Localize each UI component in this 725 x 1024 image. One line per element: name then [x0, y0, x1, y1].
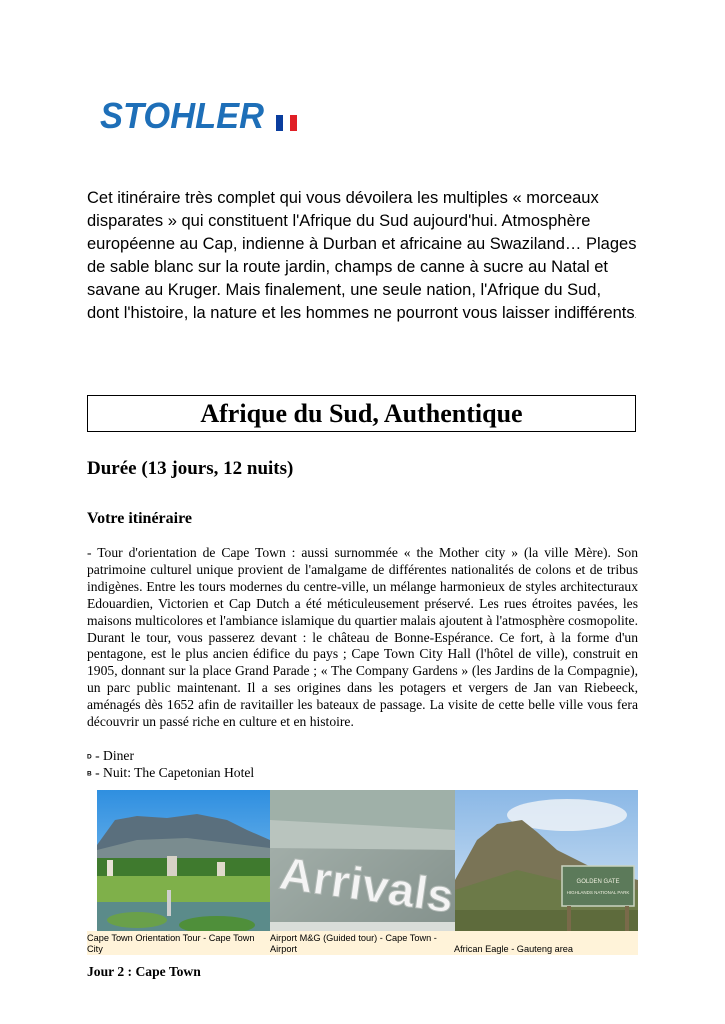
caption-cape-town-city: Cape Town Orientation Tour - Cape Town City: [87, 933, 255, 954]
photo-strip: [97, 790, 638, 942]
intro-end-mark: .: [634, 313, 637, 320]
tour-title: Afrique du Sud, Authentique: [87, 395, 636, 432]
photo-cape-town-city: [97, 790, 270, 942]
park-sign-line-1: GOLDEN GATE: [576, 879, 620, 885]
day2-heading: Jour 2 : Cape Town: [87, 964, 201, 979]
stohler-logo: [100, 98, 300, 134]
caption-airport: Airport M&G (Guided tour) - Cape Town - Airport: [270, 933, 437, 954]
photo-captions: [87, 931, 638, 955]
meal-b-icon: B: [87, 770, 92, 778]
photo-airport: [270, 790, 457, 942]
arrivals-sign-text: Arrivals: [276, 846, 454, 923]
meal-text: - Nuit: The Capetonian Hotel: [95, 765, 255, 780]
intro-paragraph: Cet itinéraire très complet qui vous dévoilera les multiples « morceaux disparates » qui constituent l'Afrique du Sud aujourd'hui. Atmosphère européenne au Cap, indienne à Durban et africaine au Swaziland… Plages de sable blanc sur la route jardin, champs de canne à sucre au Natal et savane au Kruger. Mais finalement, une seule nation, l'Afrique du Sud, dont l'histoire, la nature et les hommes ne pourront vous laisser indifférents.: [87, 189, 637, 322]
flag-icon: [276, 115, 297, 131]
logo-text: STOHLER: [100, 98, 264, 134]
itinerary-heading: Votre itinéraire: [87, 510, 193, 527]
park-sign-line-2: HIGHLANDS NATIONAL PARK: [566, 890, 630, 895]
day1-description: - Tour d'orientation de Cape Town : aussi surnommée « the Mother city » (la ville Mère). Son patrimoine culturel unique provient de l'amalgame de différentes nationalités de colons et de tribus indigènes. Entre les tours modernes du centre-ville, un mélange harmonieux de styles architecturaux Edouardien, Victorien et Cap Dutch a été méticuleusement préservé. Les rues étroites pavées, les maisons multicolores et l'ambiance islamique du quartier malais ajoutent à l'atmosphère cosmopolite. Durant le tour, vous passerez devant : le château de Bonne-Espérance. Ce fort, à la forme d'un pentagone, est le plus ancien édifice du pays ; Cape Town City Hall (l'hôtel de ville), construit en 1905, donnant sur la place Grand Parade ; « The Company Gardens » (les Jardins de la Compagnie), un parc public maintenant. Il a ses origines dans les potagers et vergers de Jan van Riebeeck, aménagés dès 1652 afin de ravitailler les bateaux de passage. La visite de cette belle ville vous fera découvrir un passé riche en culture et en histoire.: [87, 545, 638, 730]
duration-heading: Durée (13 jours, 12 nuits): [87, 458, 294, 479]
caption-african-eagle: African Eagle - Gauteng area: [454, 944, 573, 954]
meal-text: - Diner: [95, 748, 134, 763]
photo-african-eagle: [455, 790, 638, 942]
meal-line-dinner: [87, 747, 134, 765]
meal-line-night: [87, 764, 254, 782]
meal-d-icon: D: [87, 753, 92, 761]
